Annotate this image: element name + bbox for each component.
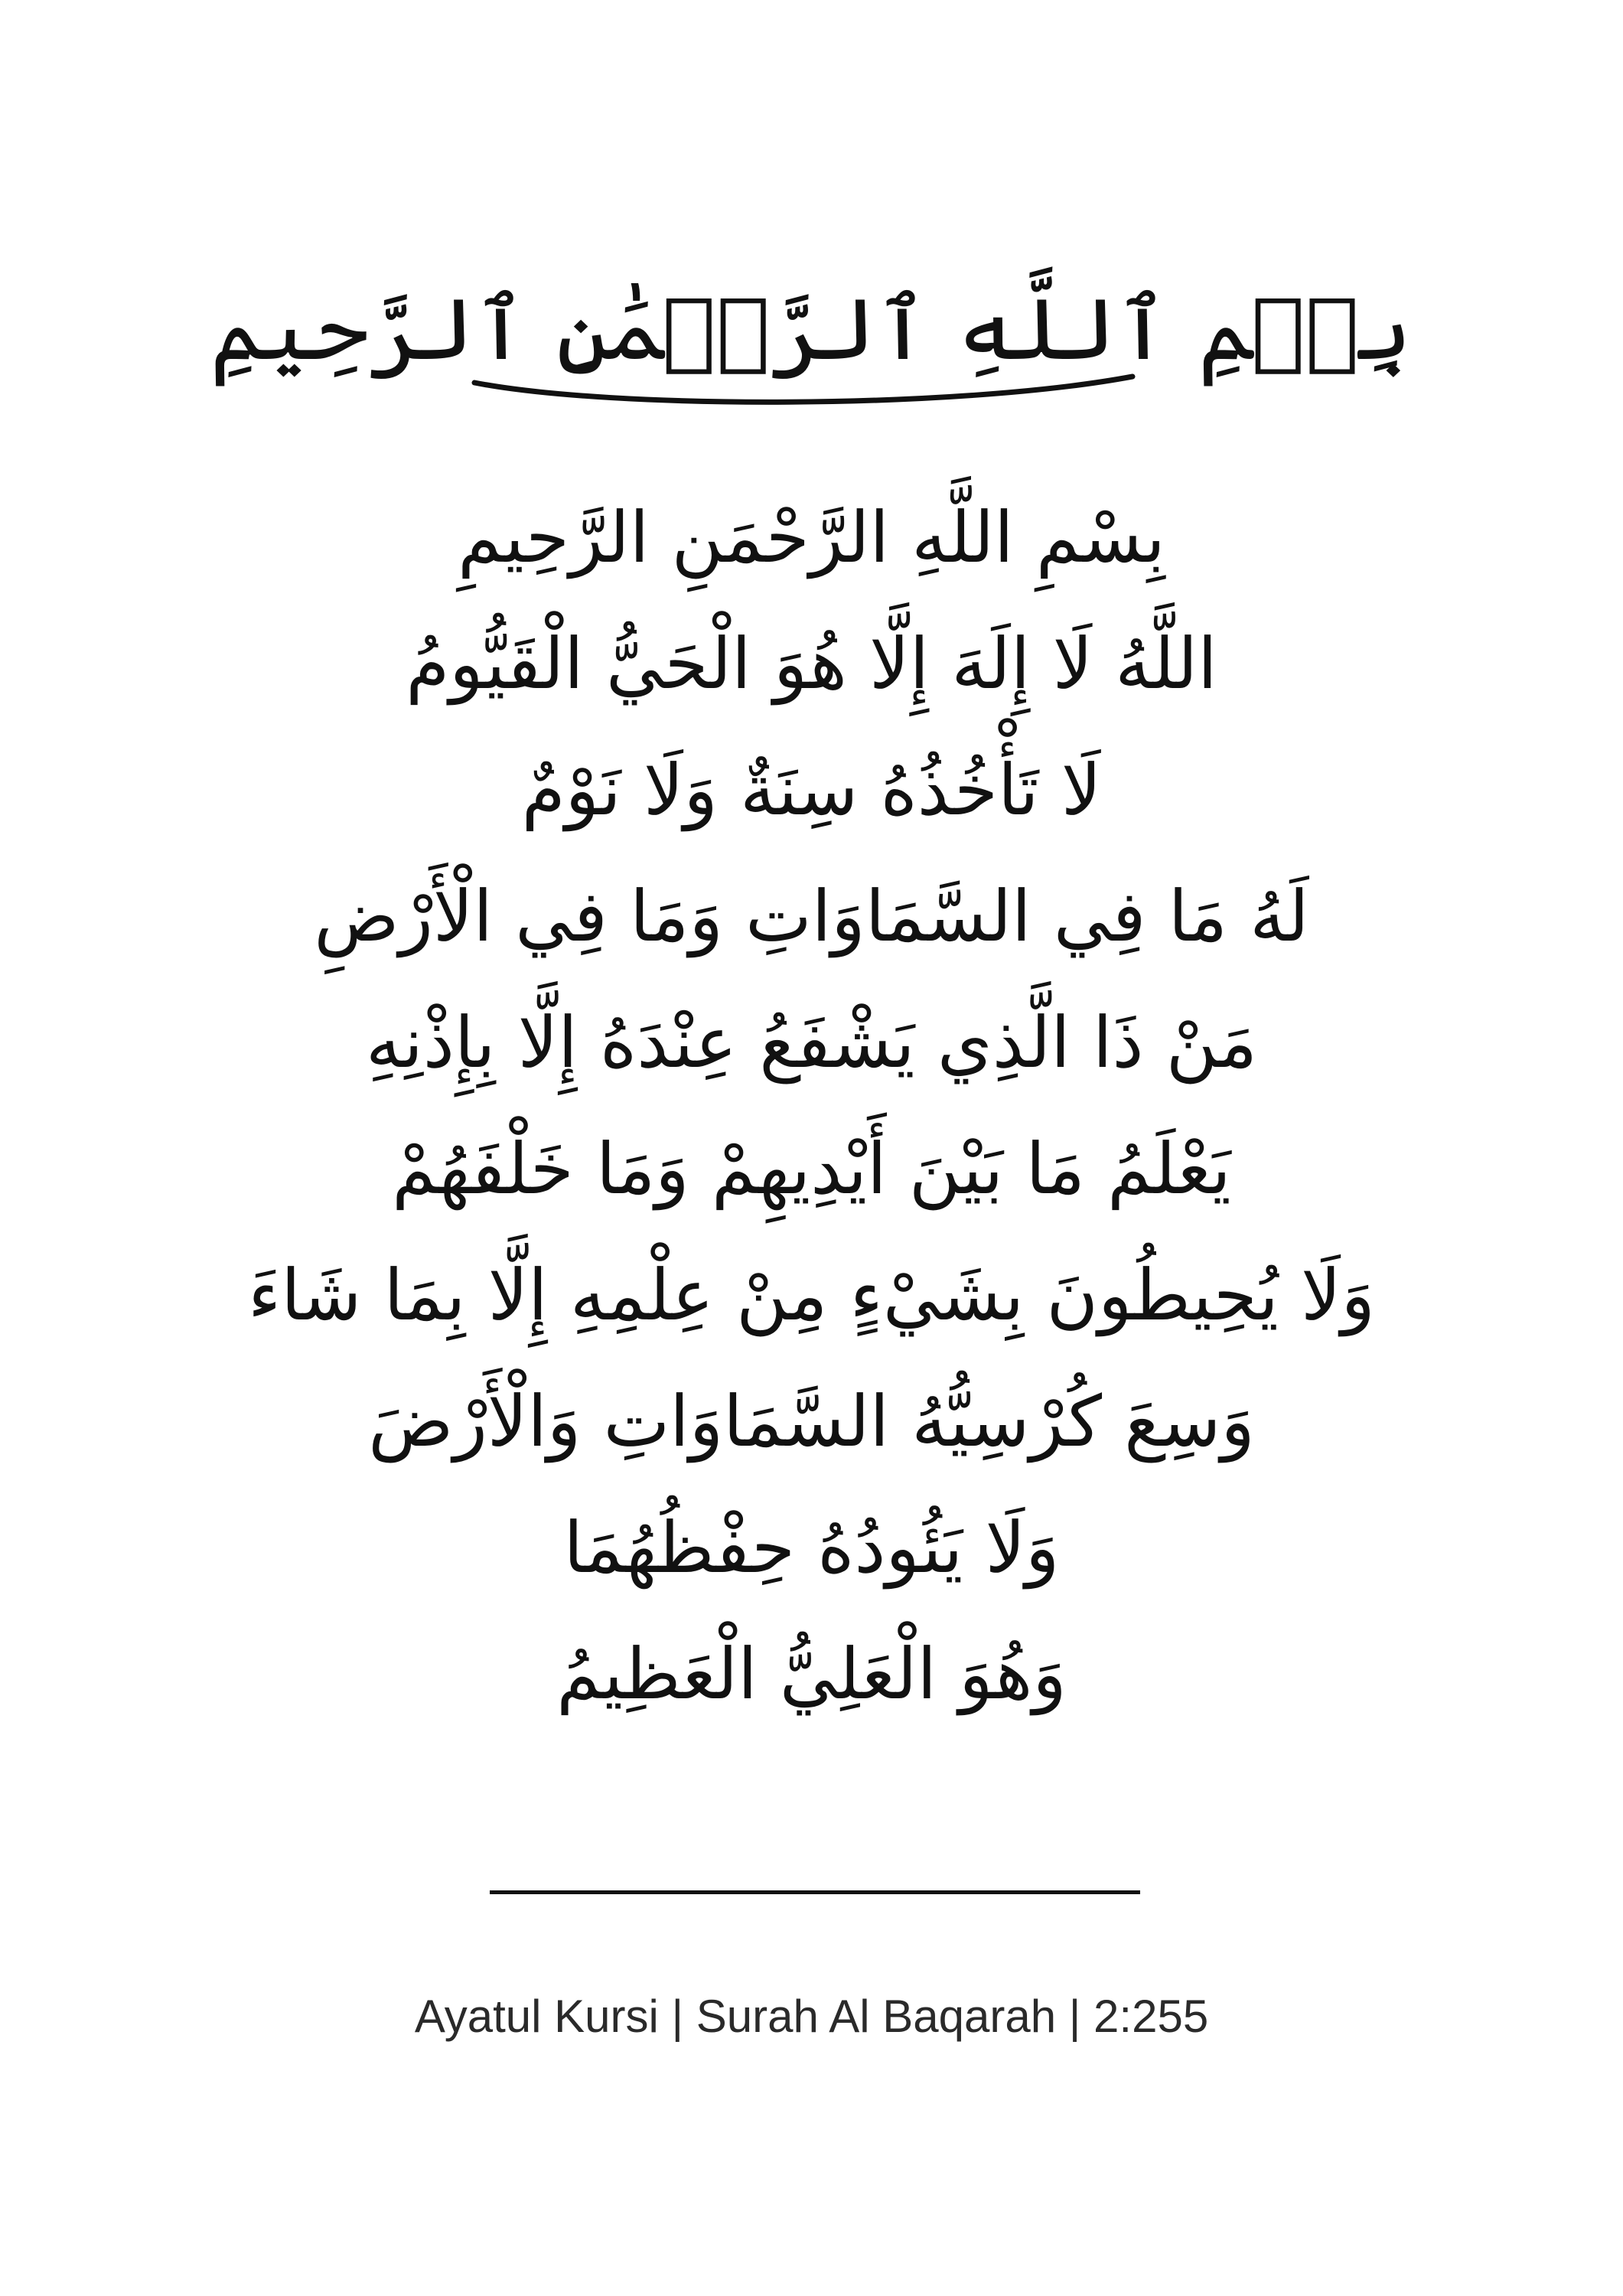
caption: Ayatul Kursi | Surah Al Baqarah | 2:255 [414, 1991, 1209, 2042]
divider-line [490, 1890, 1140, 1894]
verse-block [230, 475, 1393, 1737]
verse-line: وَهُوَ الْعَلِيُّ الْعَظِيمُ [556, 1632, 1067, 1715]
verse-line: اللَّهُ لَا إِلَهَ إِلَّا هُوَ الْحَيُّ الْقَيُّومُ [406, 622, 1217, 705]
verse-line: يَعْلَمُ مَا بَيْنَ أَيْدِيهِمْ وَمَا خَلْفَهُمْ [392, 1127, 1231, 1210]
verse-line: وَسِعَ كُرْسِيُّهُ السَّمَاوَاتِ وَالْأَرْضَ [368, 1380, 1255, 1463]
verse-line: بِسْمِ اللَّهِ الرَّحْمَنِ الرَّحِيمِ [458, 496, 1165, 579]
calligraphy-flourish [459, 367, 1148, 413]
verse-line: لَهُ مَا فِي السَّمَاوَاتِ وَمَا فِي الْأَرْضِ [314, 875, 1309, 957]
basmala-calligraphy-text: بِسۡمِ ٱللَّهِ ٱلرَّحۡمَٰنِ ٱلرَّحِيمِ [210, 279, 1413, 380]
verse-line: لَا تَأْخُذُهُ سِنَةٌ وَلَا نَوْمٌ [521, 748, 1102, 831]
verse-line: وَلَا يُحِيطُونَ بِشَيْءٍ مِنْ عِلْمِهِ إِلَّا بِمَا شَاءَ [248, 1254, 1375, 1336]
verse-line: وَلَا يَئُودُهُ حِفْظُهُمَا [563, 1506, 1060, 1589]
verse-line: مَنْ ذَا الَّذِي يَشْفَعُ عِنْدَهُ إِلَّا بِإِذْنِهِ [365, 1001, 1258, 1084]
